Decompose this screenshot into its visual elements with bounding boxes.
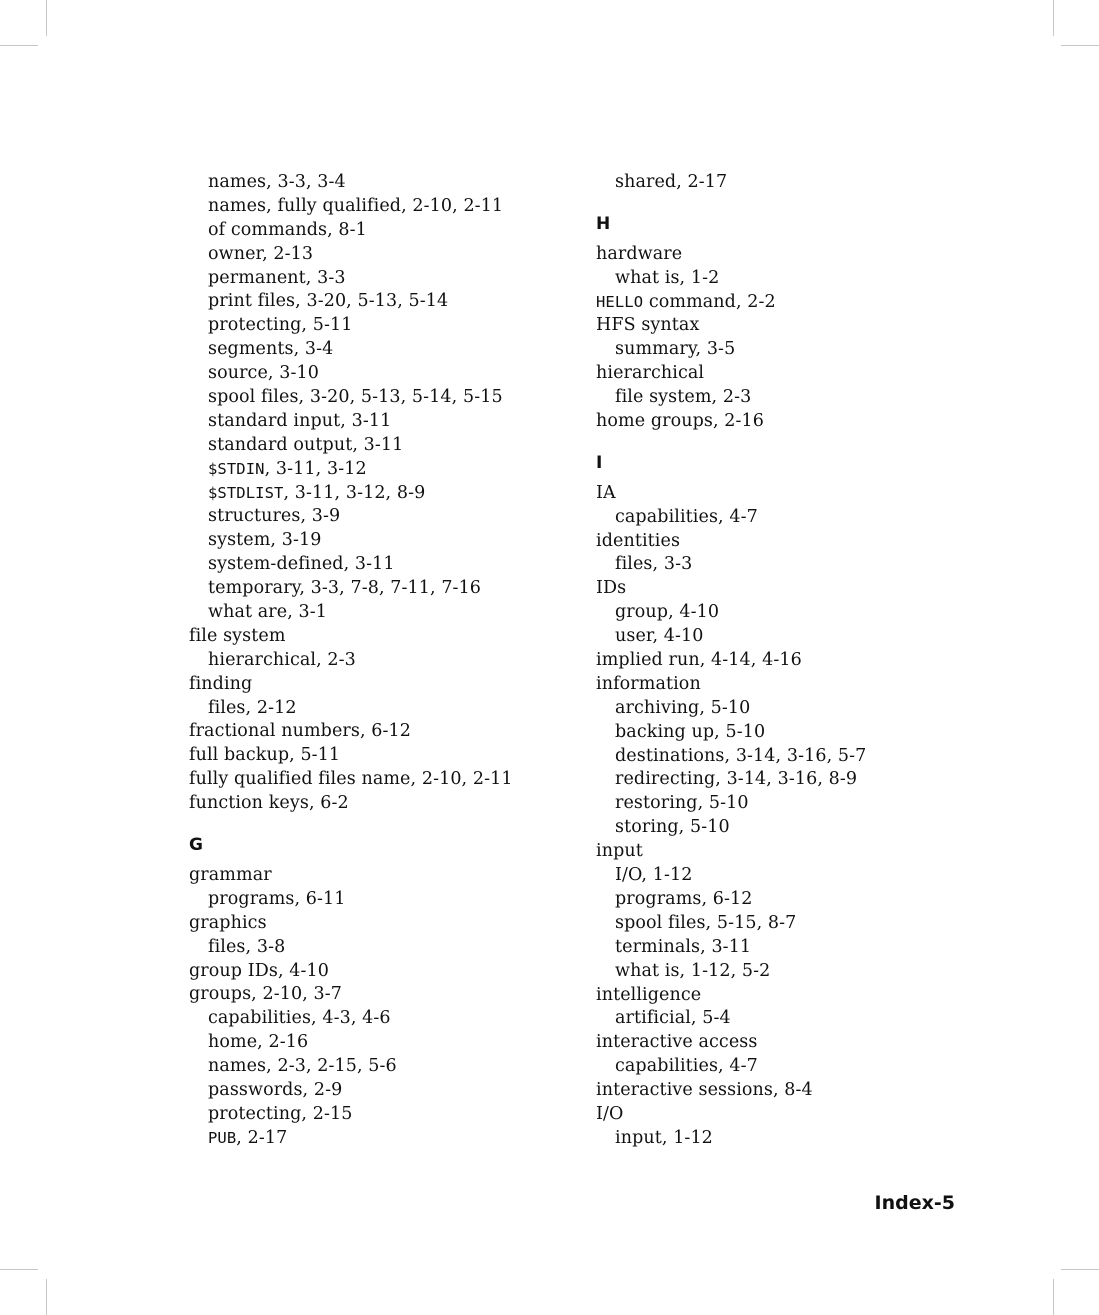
index-entry	[189, 768, 569, 792]
entry-text: information	[596, 673, 701, 694]
entry-text: identities	[596, 530, 681, 551]
entry-text: archiving, 5-10	[615, 697, 751, 718]
section-letter-heading: I	[596, 452, 603, 473]
entry-text: structures, 3-9	[208, 506, 341, 527]
index-entry	[596, 1079, 976, 1103]
entry-text: standard input, 3-11	[208, 410, 392, 431]
index-entry	[596, 673, 976, 697]
entry-text: system, 3-19	[208, 530, 322, 551]
index-subentry	[596, 768, 976, 792]
index-subentry	[189, 697, 569, 721]
entry-text: destinations, 3-14, 3-16, 5-7	[615, 745, 867, 766]
index-subentry	[596, 816, 976, 840]
entry-text: group IDs, 4-10	[189, 960, 330, 981]
index-entry	[189, 792, 569, 816]
index-entry	[189, 673, 569, 697]
index-entry	[189, 983, 569, 1007]
index-subentry	[189, 362, 569, 386]
crop-mark	[46, 1279, 47, 1315]
entry-text: programs, 6-12	[615, 888, 753, 909]
entry-text: shared, 2-17	[615, 172, 728, 192]
index-subentry	[596, 267, 976, 291]
index-subentry	[596, 912, 976, 936]
entry-text: I/O	[596, 1103, 624, 1124]
index-subentry	[596, 625, 976, 649]
index-subentry	[596, 553, 976, 577]
entry-text: capabilities, 4-7	[615, 506, 758, 527]
index-subentry	[189, 195, 569, 219]
entry-text: I/O, 1-12	[615, 865, 693, 886]
entry-text: user, 4-10	[615, 626, 704, 647]
index-entry	[596, 1031, 976, 1055]
entry-text: files, 2-12	[208, 697, 297, 718]
index-subentry	[189, 553, 569, 577]
entry-text: restoring, 5-10	[615, 793, 749, 814]
index-subentry	[189, 1127, 569, 1151]
index-entry	[596, 314, 976, 338]
index-subentry	[189, 1079, 569, 1103]
index-subentry	[189, 171, 569, 195]
entry-text: source, 3-10	[208, 363, 319, 384]
entry-text: interactive sessions, 8-4	[596, 1080, 813, 1101]
entry-text: names, 2-3, 2-15, 5-6	[208, 1056, 397, 1077]
entry-text: of commands, 8-1	[208, 219, 367, 240]
index-entry	[596, 482, 976, 506]
index-entry	[189, 720, 569, 744]
code-term: HELLO	[596, 292, 644, 311]
entry-text: , 3-11, 3-12, 8-9	[283, 482, 426, 503]
entry-text: finding	[189, 673, 253, 694]
index-subentry	[189, 1103, 569, 1127]
index-subentry	[189, 529, 569, 553]
entry-text: HFS syntax	[596, 315, 700, 336]
entry-text: system-defined, 3-11	[208, 554, 395, 575]
index-subentry	[189, 601, 569, 625]
entry-text: artificial, 5-4	[615, 1008, 731, 1029]
index-subentry	[596, 506, 976, 530]
index-subentry	[596, 960, 976, 984]
index-subentry	[596, 697, 976, 721]
entry-text: names, fully qualified, 2-10, 2-11	[208, 195, 504, 216]
index-subentry	[189, 243, 569, 267]
index-subentry	[596, 745, 976, 769]
index-entry	[189, 864, 569, 888]
index-subentry	[596, 1055, 976, 1079]
entry-text: IA	[596, 482, 616, 503]
index-entry	[189, 744, 569, 768]
entry-text: interactive access	[596, 1032, 758, 1053]
index-subentry	[189, 410, 569, 434]
index-entry	[596, 649, 976, 673]
index-entry	[596, 530, 976, 554]
entry-text: capabilities, 4-7	[615, 1056, 758, 1077]
index-subentry	[189, 1055, 569, 1079]
entry-text: capabilities, 4-3, 4-6	[208, 1008, 391, 1029]
index-subentry	[189, 386, 569, 410]
index-subentry	[189, 505, 569, 529]
entry-text: grammar	[189, 864, 272, 885]
entry-text: , 2-17	[236, 1127, 288, 1148]
crop-mark	[0, 1269, 38, 1270]
index-subentry	[189, 219, 569, 243]
crop-mark	[1053, 0, 1054, 36]
index-subentry	[189, 888, 569, 912]
index-entry	[596, 1103, 976, 1127]
index-subentry	[596, 338, 976, 362]
index-subentry	[596, 888, 976, 912]
entry-text: hierarchical	[596, 363, 705, 384]
entry-text: IDs	[596, 578, 627, 599]
entry-text: programs, 6-11	[208, 888, 346, 909]
index-entry	[596, 291, 976, 315]
entry-text: what are, 3-1	[208, 602, 328, 623]
index-subentry	[596, 792, 976, 816]
index-subentry	[189, 1031, 569, 1055]
index-subentry	[596, 936, 976, 960]
index-entry	[596, 840, 976, 864]
index-subentry	[189, 267, 569, 291]
index-subentry	[189, 338, 569, 362]
entry-text: group, 4-10	[615, 602, 720, 623]
index-subentry	[596, 601, 976, 625]
code-term: $STDIN	[208, 459, 265, 478]
entry-text: standard output, 3-11	[208, 434, 404, 455]
entry-text: command, 2-2	[643, 291, 776, 312]
index-subentry	[596, 386, 976, 410]
entry-text: what is, 1-2	[615, 267, 720, 288]
crop-mark	[1061, 1269, 1099, 1270]
entry-text: fractional numbers, 6-12	[189, 721, 411, 742]
entry-text: full backup, 5-11	[189, 745, 341, 766]
index-entry	[189, 912, 569, 936]
entry-text: permanent, 3-3	[208, 267, 346, 288]
entry-text: input	[596, 841, 643, 862]
index-subentry	[189, 1007, 569, 1031]
index-subentry	[596, 1127, 976, 1151]
entry-text: temporary, 3-3, 7-8, 7-11, 7-16	[208, 578, 482, 599]
section-letter-heading: H	[596, 213, 611, 234]
entry-text: backing up, 5-10	[615, 721, 766, 742]
entry-text: files, 3-8	[208, 936, 286, 957]
entry-text: function keys, 6-2	[189, 793, 349, 814]
entry-text: file system	[189, 625, 286, 646]
entry-text: print files, 3-20, 5-13, 5-14	[208, 291, 449, 312]
entry-text: files, 3-3	[615, 554, 693, 575]
crop-mark	[46, 0, 47, 36]
index-entry	[596, 243, 976, 267]
entry-text: passwords, 2-9	[208, 1079, 343, 1100]
index-subentry	[189, 577, 569, 601]
entry-text: groups, 2-10, 3-7	[189, 984, 343, 1005]
entry-text: what is, 1-12, 5-2	[615, 960, 771, 981]
index-entry	[596, 362, 976, 386]
index-entry	[596, 984, 976, 1008]
entry-text: hardware	[596, 243, 683, 264]
index-subentry	[189, 458, 569, 482]
entry-text: implied run, 4-14, 4-16	[596, 650, 802, 671]
entry-text: input, 1-12	[615, 1127, 713, 1148]
index-subentry	[189, 314, 569, 338]
crop-mark	[1053, 1279, 1054, 1315]
section-letter-heading: G	[189, 835, 203, 856]
index-subentry	[189, 482, 569, 506]
entry-text: summary, 3-5	[615, 339, 736, 360]
entry-text: spool files, 5-15, 8-7	[615, 912, 797, 933]
index-subentry	[189, 649, 569, 673]
entry-text: intelligence	[596, 984, 702, 1005]
code-term: $STDLIST	[208, 483, 284, 502]
entry-text: owner, 2-13	[208, 243, 314, 264]
index-entry	[189, 625, 569, 649]
index-column-left	[189, 171, 569, 1151]
entry-text: terminals, 3-11	[615, 936, 752, 957]
crop-mark	[1061, 45, 1099, 46]
entry-text: home, 2-16	[208, 1032, 309, 1053]
index-subentry	[596, 1007, 976, 1031]
entry-text: home groups, 2-16	[596, 411, 765, 432]
index-subentry	[189, 434, 569, 458]
entry-text: , 3-11, 3-12	[264, 458, 367, 479]
entry-text: file system, 2-3	[615, 387, 752, 408]
index-column-right	[596, 171, 976, 1151]
entry-text: graphics	[189, 912, 267, 933]
entry-text: storing, 5-10	[615, 817, 730, 838]
crop-mark	[0, 45, 38, 46]
index-subentry	[596, 864, 976, 888]
entry-text: hierarchical, 2-3	[208, 649, 356, 670]
code-term: PUB	[208, 1128, 237, 1147]
entry-text: redirecting, 3-14, 3-16, 8-9	[615, 769, 858, 790]
entry-text: fully qualified files name, 2-10, 2-11	[189, 769, 513, 790]
index-subentry	[596, 171, 976, 195]
entry-text: names, 3-3, 3-4	[208, 172, 346, 192]
index-entry	[189, 960, 569, 984]
entry-text: protecting, 5-11	[208, 315, 353, 336]
entry-text: protecting, 2-15	[208, 1103, 353, 1124]
index-subentry	[596, 721, 976, 745]
page-number: Index-5	[874, 1192, 955, 1214]
entry-text: segments, 3-4	[208, 339, 334, 360]
index-entry	[596, 577, 976, 601]
index-subentry	[189, 290, 569, 314]
entry-text: spool files, 3-20, 5-13, 5-14, 5-15	[208, 387, 503, 408]
index-subentry	[189, 936, 569, 960]
index-entry	[596, 410, 976, 434]
